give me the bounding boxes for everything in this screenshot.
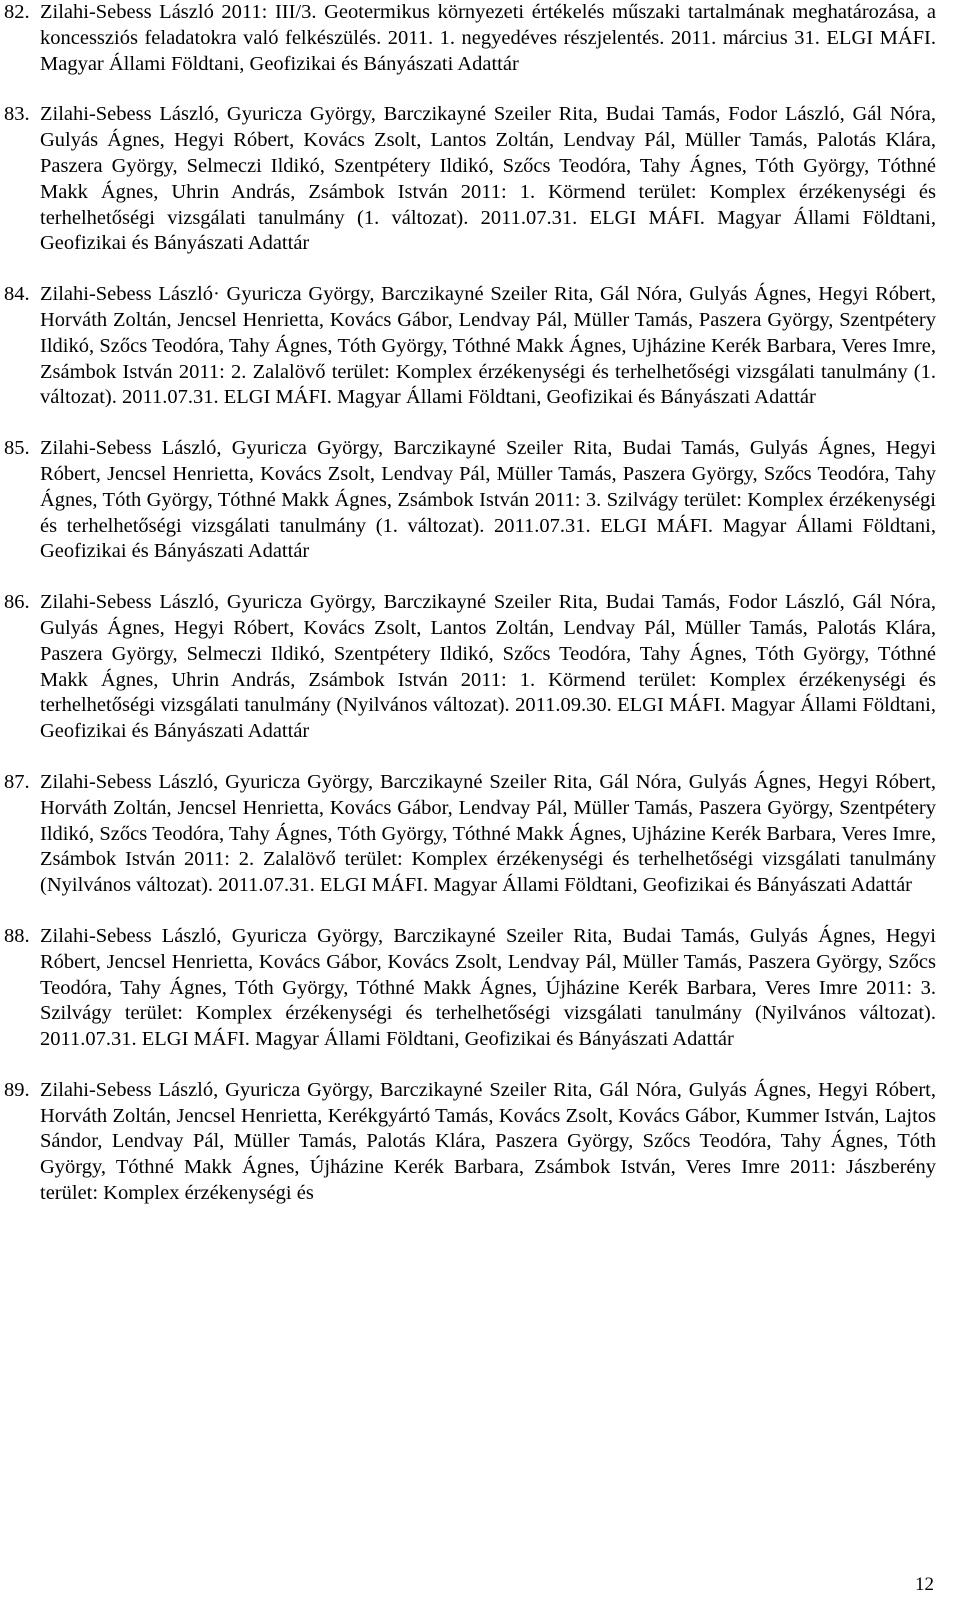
entry-number: 84. [4,283,30,306]
entry-text: Zilahi-Sebess László 2011: III/3. Geotermikus környezeti értékelés műszaki tartalmának meghatározása, a koncessziós feladatokra való felkészülés. 2011. 1. negyedéves részjelentés. 2011. március 31. ELGI MÁFI. Magyar Állami Földtani, Geofizikai és Bányászati Adattár [40,1,936,75]
entry-text: Zilahi-Sebess László, Gyuricza György, Barczikayné Szeiler Rita, Gál Nóra, Gulyás Ágnes, Hegyi Róbert, Horváth Zoltán, Jencsel Henrietta, Kerékgyártó Tamás, Kovács Zsolt, Kovács Gábor, Kummer István, Lajtos Sándor, Lendvay Pál, Müller Tamás, Palotás Klára, Paszera György, Szőcs Teodóra, Tahy Ágnes, Tóth György, Tóthné Makk Ágnes, Újházine Kerék Barbara, Zsámbok István, Veres Imre 2011: Jászberény terület: Komplex érzékenységi és [40,1078,936,1205]
entry-text: Zilahi-Sebess László, Gyuricza György, Barczikayné Szeiler Rita, Budai Tamás, Gulyás Ágnes, Hegyi Róbert, Jencsel Henrietta, Kovács Gábor, Kovács Zsolt, Lendvay Pál, Müller Tamás, Paszera György, Szőcs Teodóra, Tahy Ágnes, Tóth György, Tóthné Makk Ágnes, Újházine Kerék Barbara, Veres Imre 2011: 3. Szilvágy terület: Komplex érzékenységi és terhelhetőségi vizsgálati tanulmány (Nyilvános változat). 2011.07.31. ELGI MÁFI. Magyar Állami Földtani, Geofizikai és Bányászati Adattár [40,924,936,1051]
entry-number: 85. [4,437,30,460]
reference-entry-84 [0,282,960,411]
entry-text: Zilahi-Sebess László, Gyuricza György, Barczikayné Szeiler Rita, Budai Tamás, Gulyás Ágnes, Hegyi Róbert, Jencsel Henrietta, Kovács Zsolt, Lendvay Pál, Müller Tamás, Paszera György, Szőcs Teodóra, Tahy Ágnes, Tóth György, Tóthné Makk Ágnes, Zsámbok István 2011: 3. Szilvágy terület: Komplex érzékenységi és terhelhetőségi vizsgálati tanulmány (1. változat). 2011.07.31. ELGI MÁFI. Magyar Állami Földtani, Geofizikai és Bányászati Adattár [40,437,936,563]
reference-entry-82 [0,0,960,77]
reference-entry-86 [0,590,960,745]
entry-text: Zilahi-Sebess László, Gyuricza György, Barczikayné Szeiler Rita, Budai Tamás, Fodor László, Gál Nóra, Gulyás Ágnes, Hegyi Róbert, Kovács Zsolt, Lantos Zoltán, Lendvay Pál, Müller Tamás, Palotás Klára, Paszera György, Selmeczi Ildikó, Szentpétery Ildikó, Szőcs Teodóra, Tahy Ágnes, Tóth György, Tóthné Makk Ágnes, Uhrin András, Zsámbok István 2011: 1. Körmend terület: Komplex érzékenységi és terhelhetőségi vizsgálati tanulmány (Nyilvános változat). 2011.09.30. ELGI MÁFI. Magyar Állami Földtani, Geofizikai és Bányászati Adattár [40,591,936,743]
reference-entry-88 [0,924,960,1053]
entry-number: 83. [4,103,30,126]
entry-text: Zilahi-Sebess László, Gyuricza György, Barczikayné Szeiler Rita, Budai Tamás, Fodor László, Gál Nóra, Gulyás Ágnes, Hegyi Róbert, Kovács Zsolt, Lantos Zoltán, Lendvay Pál, Müller Tamás, Palotás Klára, Paszera György, Selmeczi Ildikó, Szentpétery Ildikó, Szőcs Teodóra, Tahy Ágnes, Tóth György, Tóthné Makk Ágnes, Uhrin András, Zsámbok István 2011: 1. Körmend terület: Komplex érzékenységi és terhelhetőségi vizsgálati tanulmány (1. változat). 2011.07.31. ELGI MÁFI. Magyar Állami Földtani, Geofizikai és Bányászati Adattár [40,103,936,255]
entry-text: Zilahi-Sebess László· Gyuricza György, Barczikayné Szeiler Rita, Gál Nóra, Gulyás Ágnes, Hegyi Róbert, Horváth Zoltán, Jencsel Henrietta, Kovács Gábor, Lendvay Pál, Müller Tamás, Paszera György, Szentpétery Ildikó, Szőcs Teodóra, Tahy Ágnes, Tóth György, Tóthné Makk Ágnes, Ujházine Kerék Barbara, Veres Imre, Zsámbok István 2011: 2. Zalalövő terület: Komplex érzékenységi és terhelhetőségi vizsgálati tanulmány (1. változat). 2011.07.31. ELGI MÁFI. Magyar Állami Földtani, Geofizikai és Bányászati Adattár [40,283,936,409]
page-number: 12 [915,1574,934,1596]
entry-number: 82. [4,1,30,23]
reference-entry-83 [0,102,960,257]
reference-entry-85 [0,436,960,565]
entry-number: 88. [4,924,30,947]
entry-number: 87. [4,770,30,793]
reference-entry-87 [0,770,960,899]
entry-number: 86. [4,591,30,614]
reference-entry-89 [0,1078,960,1207]
entry-text: Zilahi-Sebess László, Gyuricza György, Barczikayné Szeiler Rita, Gál Nóra, Gulyás Ágnes, Hegyi Róbert, Horváth Zoltán, Jencsel Henrietta, Kovács Gábor, Lendvay Pál, Müller Tamás, Paszera György, Szentpétery Ildikó, Szőcs Teodóra, Tahy Ágnes, Tóth György, Tóthné Makk Ágnes, Ujházine Kerék Barbara, Veres Imre, Zsámbok István 2011: 2. Zalalövő terület: Komplex érzékenységi és terhelhetőségi vizsgálati tanulmány (Nyilvános változat). 2011.07.31. ELGI MÁFI. Magyar Állami Földtani, Geofizikai és Bányászati Adattár [40,770,936,897]
entry-number: 89. [4,1078,30,1101]
